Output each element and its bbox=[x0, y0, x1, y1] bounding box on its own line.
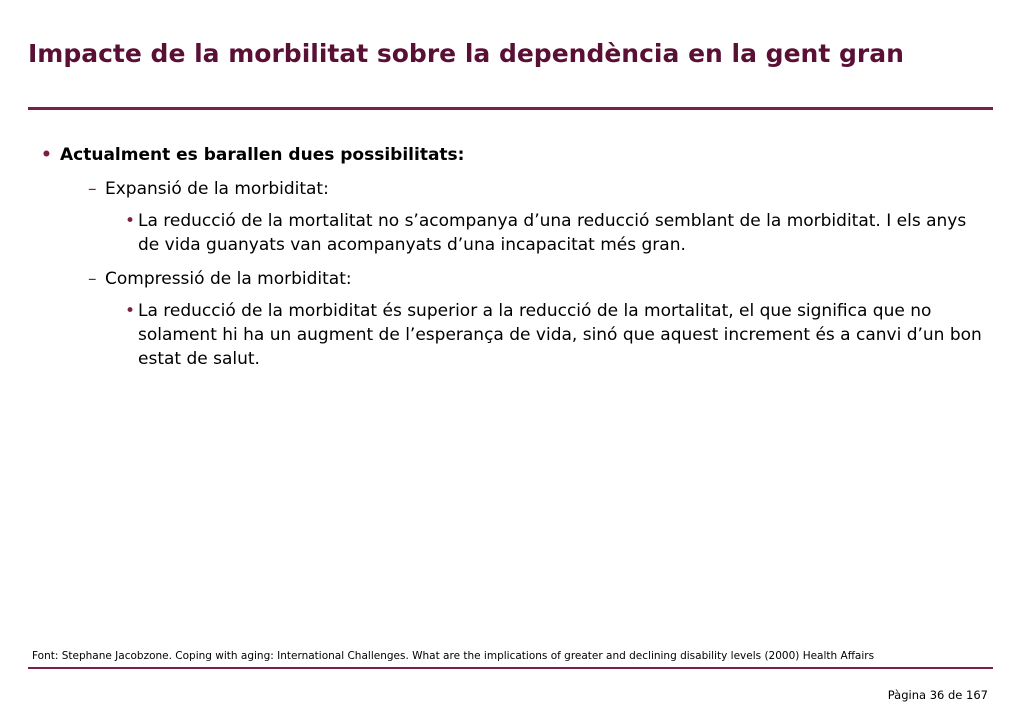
footer-divider bbox=[28, 667, 993, 669]
section-label-text: Expansió de la morbiditat: bbox=[105, 179, 329, 199]
source-citation: Font: Stephane Jacobzone. Coping with aging: International Challenges. What are the implications of greater and declining disability levels (2000) Health Affairs bbox=[32, 650, 875, 662]
dash-marker: – bbox=[88, 269, 97, 289]
main-bullet bbox=[28, 143, 993, 167]
section-label-compression bbox=[28, 267, 993, 291]
bullet-marker: • bbox=[41, 145, 52, 165]
slide-title: Impacte de la morbilitat sobre la dependència en la gent gran bbox=[28, 39, 904, 68]
section-detail-text: La reducció de la morbiditat és superior a la reducció de la mortalitat, el que significa que no solament hi ha un augment de l’esperança de vida, sinó que aquest increment és a canvi d’un bon estat de salut. bbox=[138, 301, 982, 369]
section-label-expansion bbox=[28, 177, 993, 201]
section-label-text: Compressió de la morbiditat: bbox=[105, 269, 352, 289]
slide-body bbox=[28, 143, 993, 381]
title-divider bbox=[28, 107, 993, 110]
bullet-marker: • bbox=[125, 211, 136, 231]
main-bullet-text: Actualment es barallen dues possibilitats: bbox=[60, 145, 465, 165]
bullet-marker: • bbox=[125, 301, 136, 321]
section-detail-text: La reducció de la mortalitat no s’acompanya d’una reducció semblant de la morbiditat. I els anys de vida guanyats van acompanyats d’una incapacitat més gran. bbox=[138, 211, 967, 255]
page-number: Pàgina 36 de 167 bbox=[887, 688, 988, 702]
dash-marker: – bbox=[88, 179, 97, 199]
section-detail-compression bbox=[28, 299, 993, 371]
section-detail-expansion bbox=[28, 209, 993, 257]
